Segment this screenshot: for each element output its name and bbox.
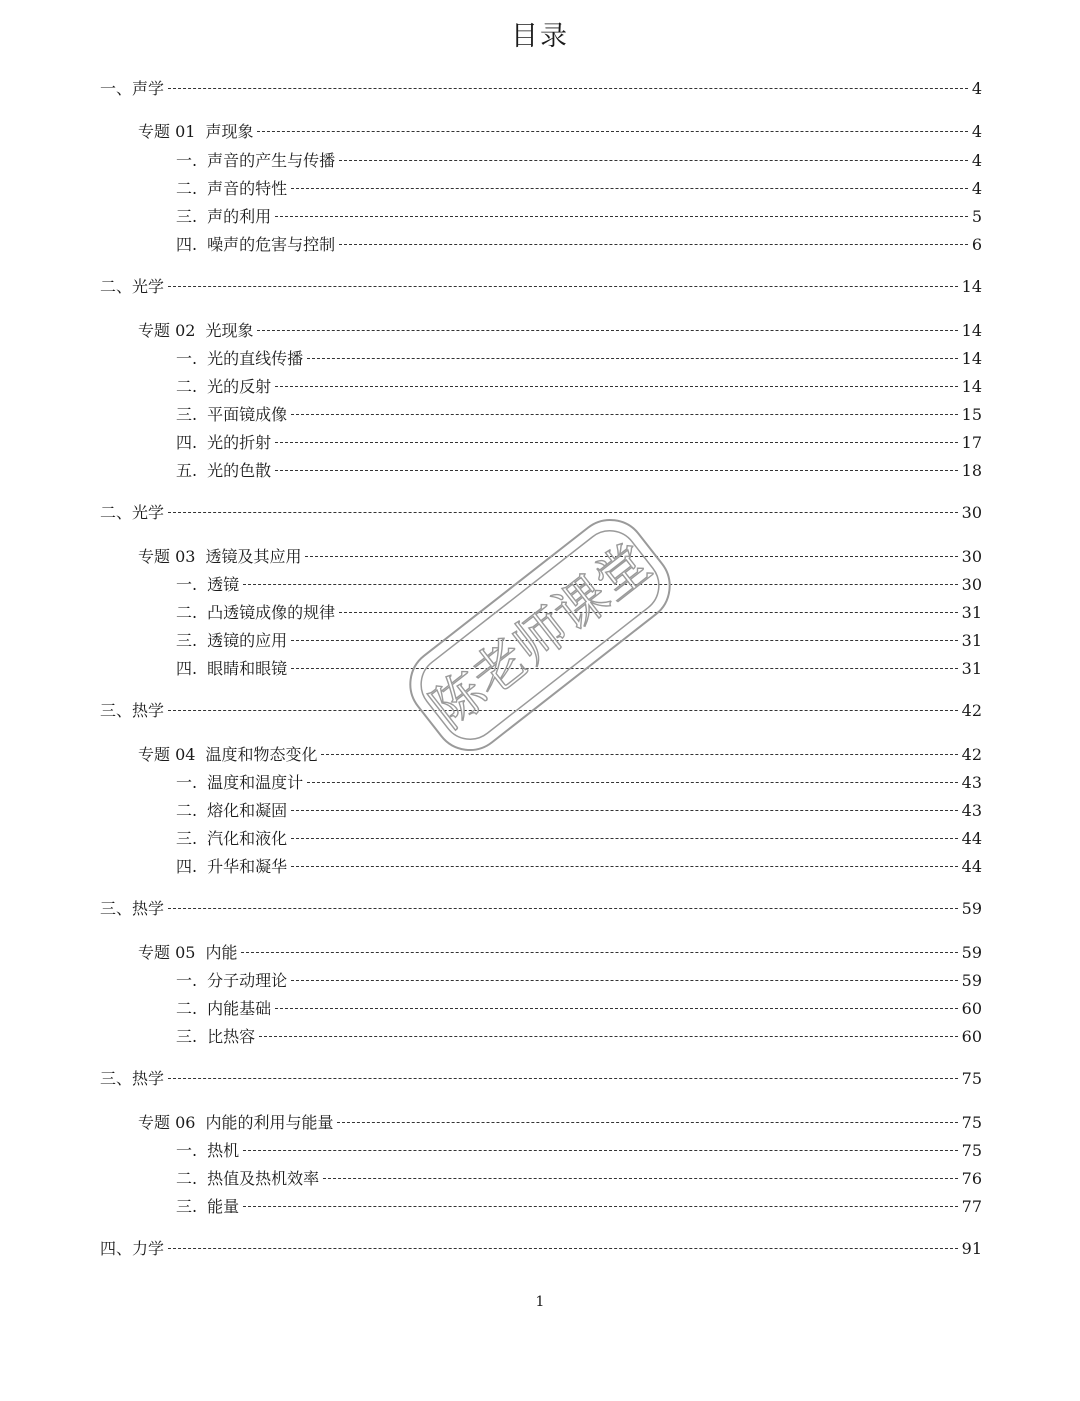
toc-entry-number: 二、	[100, 503, 133, 522]
toc-entry-title: 热值及热机效率	[207, 1169, 320, 1188]
toc-entry-title: 平面镜成像	[207, 405, 288, 424]
toc-entry-number: 四、	[100, 1239, 133, 1258]
toc-entry-level-3[interactable]	[176, 432, 982, 454]
toc-entry-number: 二.	[176, 1169, 198, 1188]
toc-entry-page: 75	[961, 1113, 982, 1132]
toc-entry-title: 内能基础	[207, 999, 272, 1018]
toc-entry-title: 热机	[207, 1141, 240, 1160]
toc-entry-page: 76	[961, 1169, 982, 1188]
toc-dot-leader	[291, 866, 958, 867]
toc-dot-leader	[323, 1178, 958, 1179]
toc-entry-page: 60	[961, 999, 982, 1018]
toc-dot-leader	[275, 386, 958, 387]
toc-entry-title: 升华和凝华	[207, 857, 288, 876]
toc-dot-leader	[243, 1150, 958, 1151]
toc-entry-number: 专题 02	[138, 321, 196, 340]
page-title: 目录	[511, 21, 569, 52]
toc-entry-title: 熔化和凝固	[207, 801, 288, 820]
toc-entry-level-3[interactable]	[176, 574, 982, 596]
toc-entry-page: 59	[961, 971, 982, 990]
toc-entry-level-3[interactable]	[176, 1168, 982, 1190]
toc-dot-leader	[275, 1008, 958, 1009]
toc-entry-level-3[interactable]	[176, 178, 982, 200]
toc-entry-title: 凸透镜成像的规律	[207, 603, 336, 622]
toc-dot-leader	[275, 470, 958, 471]
toc-dot-leader	[259, 1036, 958, 1037]
toc-entry-title: 眼睛和眼镜	[207, 659, 288, 678]
toc-entry-title: 温度和温度计	[207, 773, 304, 792]
toc-entry-level-3[interactable]	[176, 404, 982, 426]
toc-entry-title: 热学	[132, 899, 165, 918]
toc-entry-level-1[interactable]	[100, 1238, 982, 1260]
toc-entry-page: 18	[961, 461, 982, 480]
toc-dot-leader	[275, 216, 968, 217]
toc-entry-title: 光学	[132, 503, 165, 522]
toc-entry-level-3[interactable]	[176, 376, 982, 398]
toc-entry-page: 59	[961, 943, 982, 962]
toc-entry-title: 光学	[132, 277, 165, 296]
toc-entry-page: 42	[961, 701, 982, 720]
toc-entry-number: 三.	[176, 405, 198, 424]
toc-entry-number: 三.	[176, 829, 198, 848]
toc-dot-leader	[291, 668, 958, 669]
toc-entry-number: 二.	[176, 801, 198, 820]
toc-entry-level-3[interactable]	[176, 206, 982, 228]
toc-dot-leader	[168, 512, 958, 513]
toc-dot-leader	[305, 556, 957, 557]
toc-entry-level-3[interactable]	[176, 800, 982, 822]
toc-entry-level-3[interactable]	[176, 150, 982, 172]
toc-entry-level-3[interactable]	[176, 970, 982, 992]
toc-entry-number: 二、	[100, 277, 133, 296]
toc-entry-level-3[interactable]	[176, 460, 982, 482]
toc-entry-level-3[interactable]	[176, 828, 982, 850]
toc-entry-page: 42	[961, 745, 982, 764]
toc-entry-number: 一.	[176, 1141, 198, 1160]
toc-entry-level-3[interactable]	[176, 602, 982, 624]
toc-entry-number: 专题 01	[138, 122, 196, 141]
toc-entry-title: 声学	[132, 79, 165, 98]
toc-entry-level-2[interactable]	[138, 320, 982, 342]
toc-entry-title: 声音的产生与传播	[207, 151, 336, 170]
toc-entry-page: 4	[971, 151, 982, 170]
toc-entry-title: 分子动理论	[207, 971, 288, 990]
toc-dot-leader	[275, 442, 958, 443]
toc-entry-number: 一.	[176, 971, 198, 990]
toc-entry-title: 热学	[132, 1069, 165, 1088]
toc-entry-page: 30	[961, 575, 982, 594]
toc-entry-page: 15	[961, 405, 982, 424]
toc-entry-title: 光的反射	[207, 377, 272, 396]
toc-entry-level-2[interactable]	[138, 942, 982, 964]
toc-entry-number: 四.	[176, 659, 198, 678]
toc-entry-page: 14	[961, 277, 982, 296]
toc-entry-number: 二.	[176, 377, 198, 396]
toc-entry-level-3[interactable]	[176, 998, 982, 1020]
toc-entry-level-2[interactable]	[138, 1112, 982, 1134]
toc-entry-level-3[interactable]	[176, 1140, 982, 1162]
toc-dot-leader	[168, 88, 968, 89]
toc-dot-leader	[257, 330, 957, 331]
toc-dot-leader	[291, 640, 958, 641]
toc-entry-title: 声的利用	[207, 207, 272, 226]
toc-entry-page: 31	[961, 603, 982, 622]
toc-entry-number: 二.	[176, 999, 198, 1018]
toc-dot-leader	[291, 810, 958, 811]
toc-entry-page: 4	[971, 79, 982, 98]
toc-entry-page: 60	[961, 1027, 982, 1046]
toc-entry-number: 专题 05	[138, 943, 196, 962]
toc-entry-number: 专题 04	[138, 745, 196, 764]
toc-entry-number: 三.	[176, 1197, 198, 1216]
toc-entry-level-1[interactable]	[100, 502, 982, 524]
toc-dot-leader	[257, 131, 967, 132]
toc-entry-page: 43	[961, 801, 982, 820]
toc-dot-leader	[291, 838, 958, 839]
toc-entry-number: 一.	[176, 151, 198, 170]
toc-entry-title: 噪声的危害与控制	[207, 235, 336, 254]
toc-entry-level-2[interactable]	[138, 546, 982, 568]
toc-dot-leader	[168, 1078, 958, 1079]
toc-entry-level-3[interactable]	[176, 772, 982, 794]
toc-entry-page: 77	[961, 1197, 982, 1216]
toc-entry-level-3[interactable]	[176, 234, 982, 256]
toc-entry-title: 力学	[132, 1239, 165, 1258]
toc-entry-page: 59	[961, 899, 982, 918]
toc-entry-number: 四.	[176, 235, 198, 254]
toc-entry-title: 透镜及其应用	[205, 547, 302, 566]
toc-entry-number: 专题 06	[138, 1113, 196, 1132]
toc-entry-level-2[interactable]	[138, 744, 982, 766]
toc-entry-page: 44	[961, 857, 982, 876]
toc-dot-leader	[291, 188, 968, 189]
toc-entry-number: 三、	[100, 1069, 133, 1088]
toc-entry-level-1[interactable]	[100, 78, 982, 100]
toc-entry-title: 汽化和液化	[207, 829, 288, 848]
toc-entry-page: 14	[961, 349, 982, 368]
toc-entry-page: 91	[961, 1239, 982, 1258]
toc-dot-leader	[243, 1206, 958, 1207]
toc-entry-level-3[interactable]	[176, 630, 982, 652]
toc-entry-level-3[interactable]	[176, 1196, 982, 1218]
toc-entry-title: 能量	[207, 1197, 240, 1216]
toc-entry-page: 4	[971, 122, 982, 141]
toc-dot-leader	[168, 908, 958, 909]
toc-entry-page: 14	[961, 377, 982, 396]
toc-entry-title: 透镜	[207, 575, 240, 594]
toc-entry-title: 声现象	[205, 122, 254, 141]
toc-entry-page: 75	[961, 1069, 982, 1088]
toc-entry-page: 6	[971, 235, 982, 254]
toc-dot-leader	[168, 710, 958, 711]
toc-entry-page: 31	[961, 659, 982, 678]
toc-entry-number: 一.	[176, 349, 198, 368]
toc-entry-level-3[interactable]	[176, 658, 982, 680]
toc-entry-title: 内能	[205, 943, 238, 962]
toc-entry-number: 三.	[176, 207, 198, 226]
toc-entry-number: 五.	[176, 461, 198, 480]
toc-entry-level-3[interactable]	[176, 1026, 982, 1048]
toc-dot-leader	[291, 414, 958, 415]
toc-dot-leader	[307, 358, 958, 359]
toc-entry-page: 30	[961, 503, 982, 522]
toc-dot-leader	[337, 1122, 957, 1123]
toc-dot-leader	[168, 286, 958, 287]
toc-dot-leader	[291, 980, 958, 981]
toc-dot-leader	[339, 160, 968, 161]
toc-entry-title: 透镜的应用	[207, 631, 288, 650]
page-number: 1	[535, 1294, 545, 1310]
toc-entry-title: 光的折射	[207, 433, 272, 452]
toc-dot-leader	[307, 782, 958, 783]
toc-entry-level-3[interactable]	[176, 856, 982, 878]
toc-entry-page: 17	[961, 433, 982, 452]
toc-entry-page: 14	[961, 321, 982, 340]
toc-dot-leader	[243, 584, 958, 585]
toc-dot-leader	[321, 754, 957, 755]
toc-entry-number: 二.	[176, 179, 198, 198]
toc-entry-number: 一.	[176, 575, 198, 594]
toc-entry-page: 75	[961, 1141, 982, 1160]
toc-dot-leader	[339, 244, 968, 245]
toc-entry-level-2[interactable]	[138, 121, 982, 143]
toc-dot-leader	[339, 612, 958, 613]
toc-entry-title: 内能的利用与能量	[205, 1113, 334, 1132]
toc-entry-number: 三.	[176, 631, 198, 650]
toc-entry-level-1[interactable]	[100, 898, 982, 920]
toc-entry-number: 三、	[100, 899, 133, 918]
toc-entry-number: 二.	[176, 603, 198, 622]
toc-entry-title: 光的色散	[207, 461, 272, 480]
toc-entry-number: 四.	[176, 433, 198, 452]
toc-entry-page: 43	[961, 773, 982, 792]
toc-entry-page: 30	[961, 547, 982, 566]
toc-dot-leader	[168, 1248, 958, 1249]
toc-entry-page: 31	[961, 631, 982, 650]
toc-entry-number: 一.	[176, 773, 198, 792]
toc-entry-title: 比热容	[207, 1027, 256, 1046]
toc-entry-level-3[interactable]	[176, 348, 982, 370]
toc-entry-title: 热学	[132, 701, 165, 720]
toc-entry-number: 一、	[100, 79, 133, 98]
toc-entry-title: 温度和物态变化	[205, 745, 318, 764]
toc-entry-level-1[interactable]	[100, 1068, 982, 1090]
toc-entry-page: 5	[971, 207, 982, 226]
toc-entry-number: 四.	[176, 857, 198, 876]
toc-entry-level-1[interactable]	[100, 700, 982, 722]
toc-entry-page: 44	[961, 829, 982, 848]
toc-entry-title: 光的直线传播	[207, 349, 304, 368]
toc-entry-title: 光现象	[205, 321, 254, 340]
toc-entry-number: 专题 03	[138, 547, 196, 566]
toc-dot-leader	[241, 952, 957, 953]
watermark-text: 陈老师课堂	[420, 532, 663, 741]
toc-entry-title: 声音的特性	[207, 179, 288, 198]
toc-entry-page: 4	[971, 179, 982, 198]
toc-entry-number: 三.	[176, 1027, 198, 1046]
toc-entry-level-1[interactable]	[100, 276, 982, 298]
toc-entry-number: 三、	[100, 701, 133, 720]
